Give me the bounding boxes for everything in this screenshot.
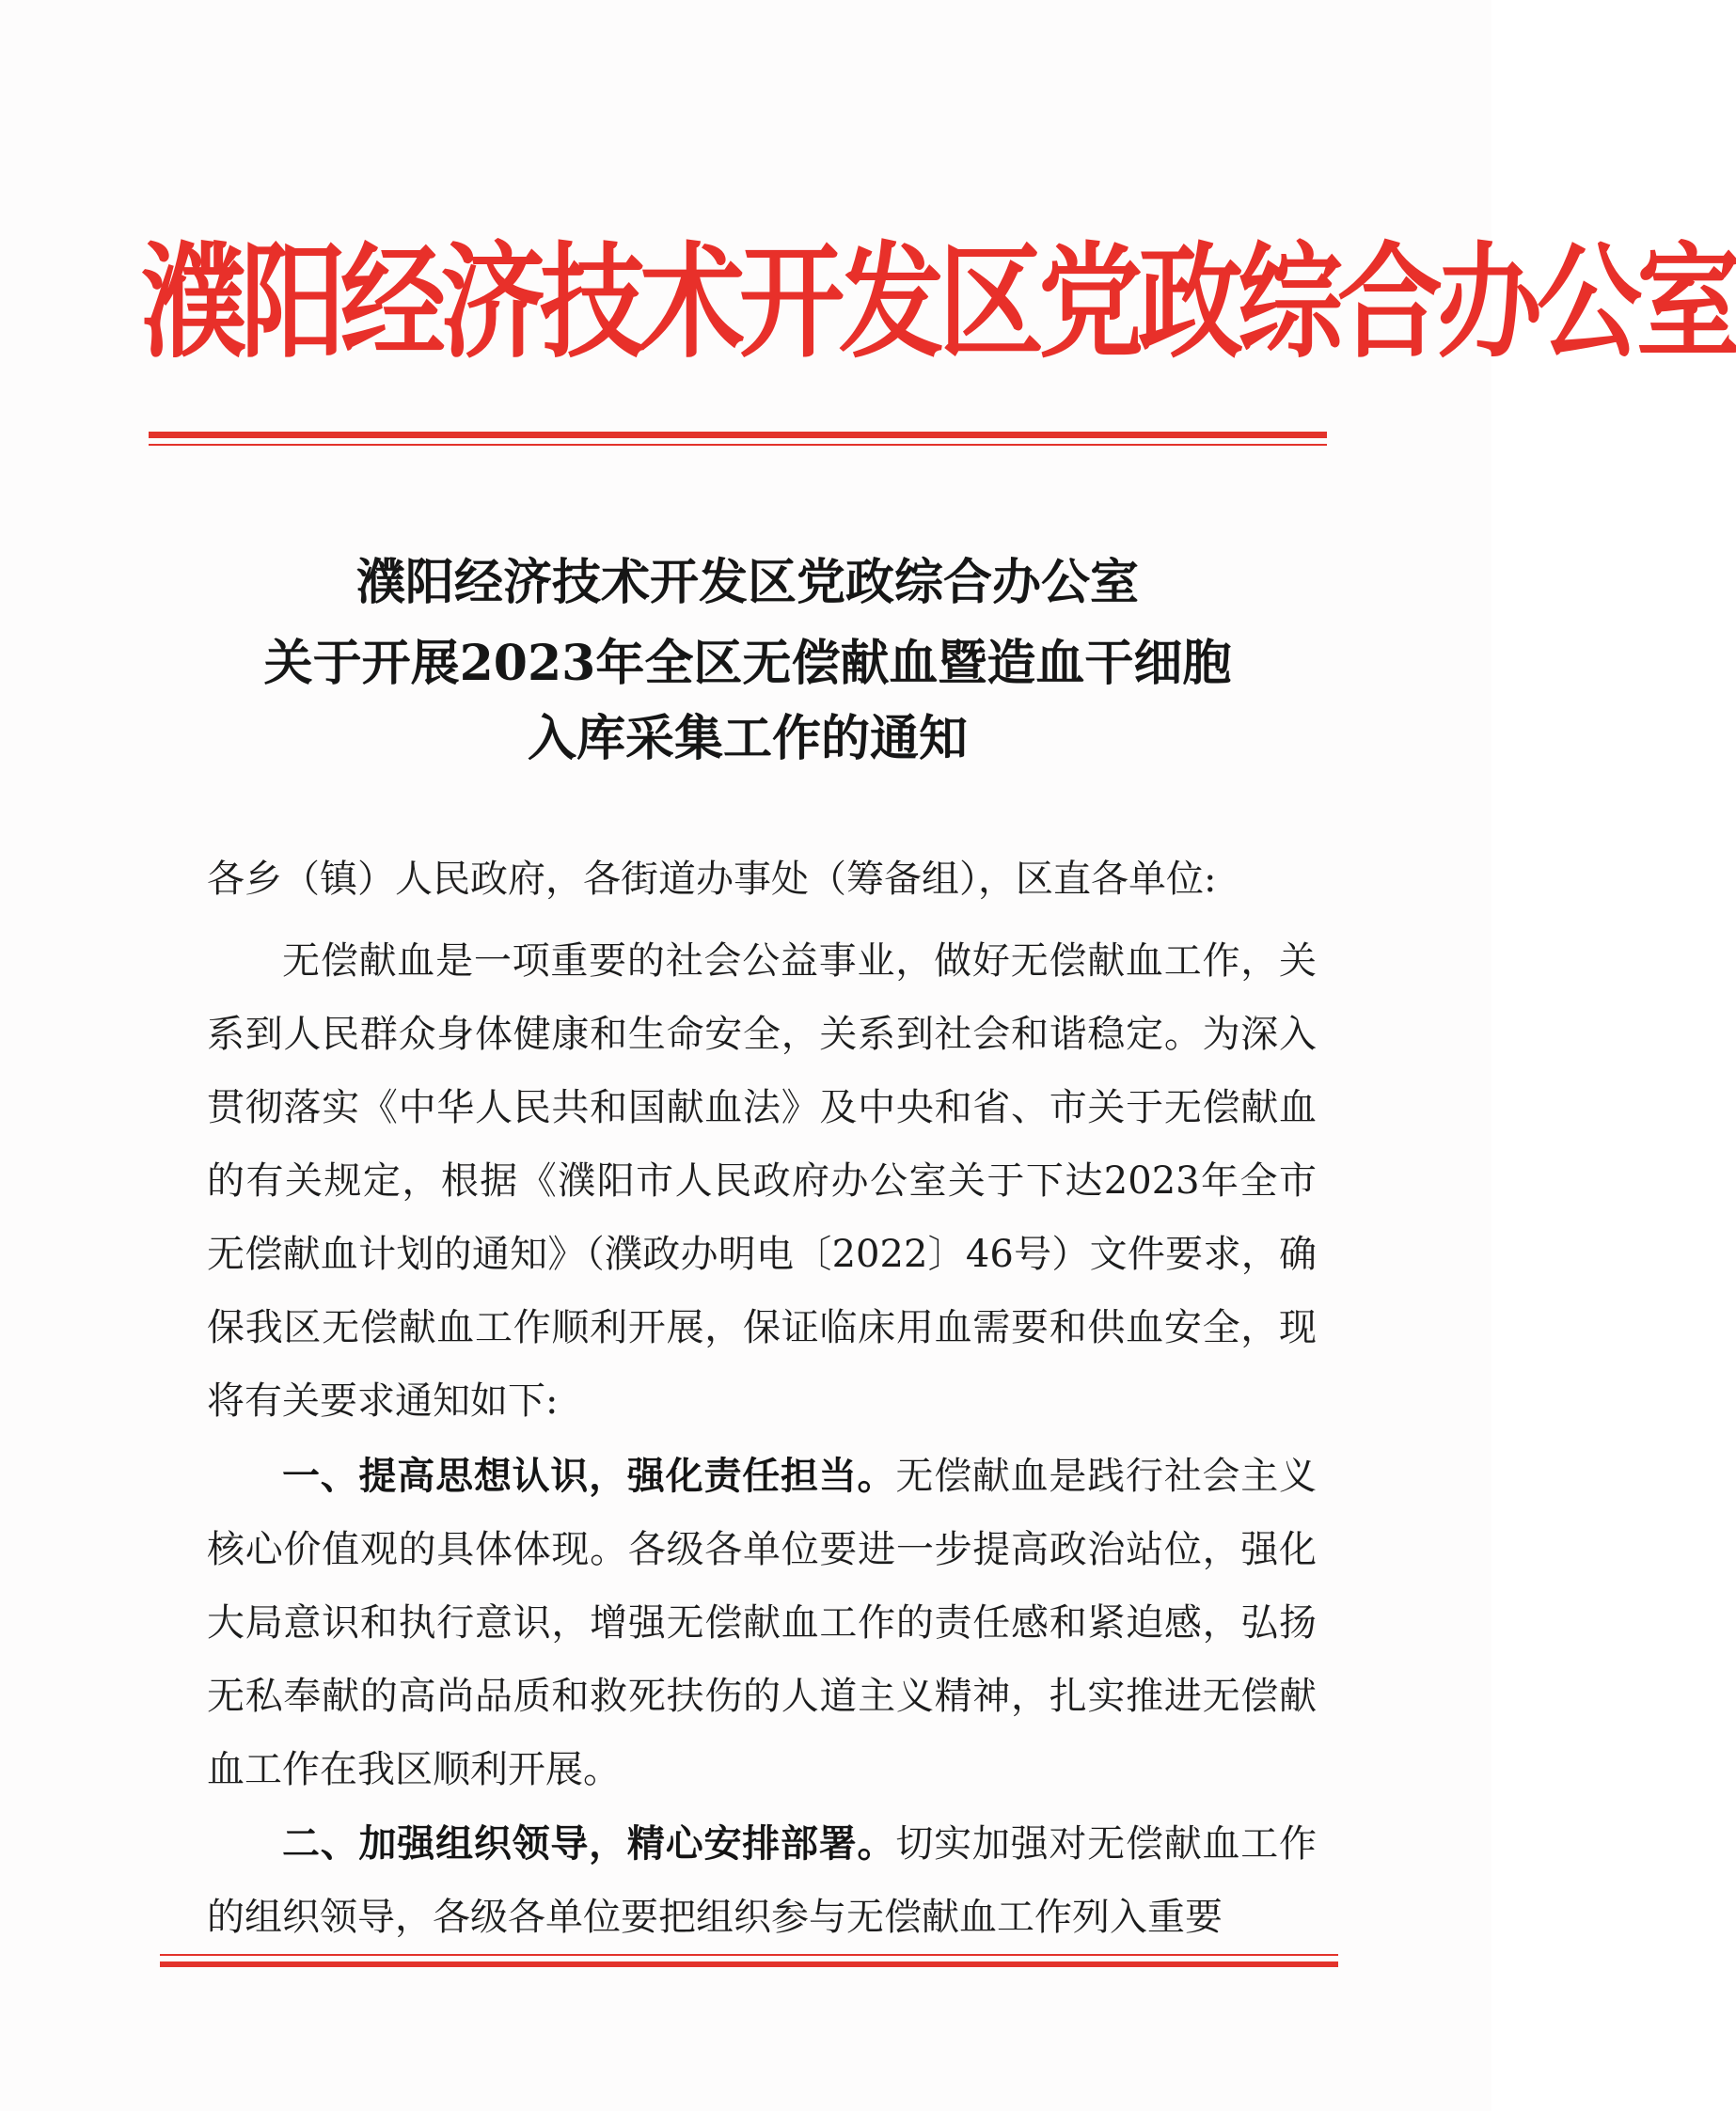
- letterhead-rule-thick: [149, 432, 1327, 438]
- salutation: 各乡（镇）人民政府，各街道办事处（筹备组），区直各单位:: [207, 858, 1217, 901]
- paragraph-intro: 无偿献血是一项重要的社会公益事业，做好无偿献血工作，关系到人民群众身体健康和生命安全，关系到社会和谐稳定。为深入贯彻落实《中华人民共和国献血法》及中央和省、市关于无偿献血的有关规定，根据《濮阳市人民政府办公室关于下达2023年全市无偿献血计划的通知》（濮政办明电〔2022〕46号）文件要求，确保我区无偿献血工作顺利开展，保证临床用血需要和供血安全，现将有关要求通知如下:: [207, 939, 1317, 1423]
- section-2-heading: 二、加强组织领导，精心安排部署。: [282, 1821, 896, 1866]
- footer-rule-thick: [160, 1961, 1338, 1967]
- document-title-line-3: 入库采集工作的通知: [527, 710, 968, 767]
- letterhead-rule-thin: [149, 444, 1327, 446]
- section-2-text: 切实加强对无偿献血工作的组织领导，各级各单位要把组织参与无偿献血工作列入重要: [207, 1822, 1318, 1939]
- paragraph-section-2: [207, 1807, 1317, 1954]
- section-1-text: 无偿献血是践行社会主义核心价值观的具体体现。各级各单位要进一步提高政治站位，强化大局意识和执行意识，增强无偿献血工作的责任感和紧迫感，弘扬无私奉献的高尚品质和救死扶伤的人道主义精神，扎实推进无偿献血工作在我区顺利开展。: [207, 1455, 1318, 1791]
- document-title-line-2: 关于开展2023年全区无偿献血暨造血干细胞: [263, 635, 1232, 692]
- letterhead-org-name: 濮阳经济技术开发区党政综合办公室: [141, 229, 1736, 376]
- section-1-heading: 一、提高思想认识，强化责任担当。: [282, 1454, 896, 1498]
- footer-rule-thin: [160, 1954, 1338, 1956]
- paragraph-section-1: [207, 1440, 1317, 1806]
- document-title-line-1: 濮阳经济技术开发区党政综合办公室: [355, 554, 1139, 611]
